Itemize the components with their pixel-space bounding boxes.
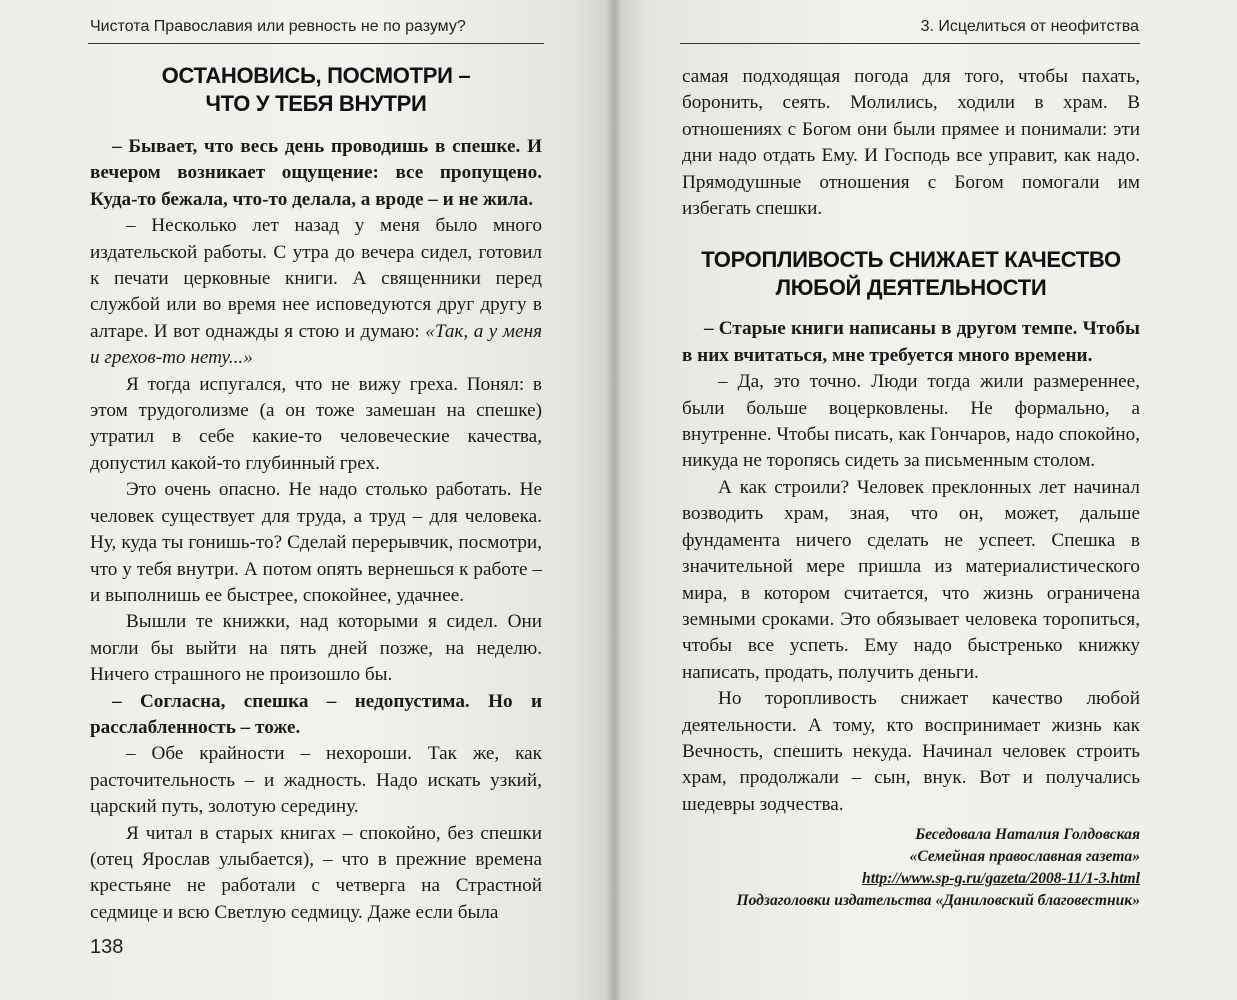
section-heading-right: [682, 246, 1140, 302]
credit-subtitles: Подзаголовки издательства «Даниловский благовестник»: [736, 892, 1140, 910]
section-heading-left: [90, 62, 542, 118]
inner-quote: «Так, а у меня и грехов-то нету...»: [90, 320, 543, 369]
heading-line: ТОРОПЛИВОСТЬ СНИЖАЕТ КАЧЕСТВО: [701, 247, 1121, 273]
running-head-right: 3. Исцелиться от неофитства: [920, 18, 1139, 35]
right-text-column: [682, 64, 1140, 912]
credit-interviewer: Беседовала Наталия Голдовская: [915, 826, 1140, 844]
heading-line: ЛЮБОЙ ДЕЯТЕЛЬНОСТИ: [775, 275, 1047, 301]
left-text-column: [90, 62, 542, 926]
body-paragraph: самая подходящая погода для того, чтобы пахать, боронить, сеять. Молились, ходили в храм. В отношениях с Богом они были прямее и понимали: эти дни надо отдать Ему. И Господь все управит, как надо. Прямодушные отношения с Богом помогали им избегать спешки.: [682, 66, 1140, 220]
left-page: [0, 0, 614, 1000]
article-credits: [682, 824, 1140, 912]
header-rule-right: [680, 43, 1140, 44]
heading-line: ОСТАНОВИСЬ, ПОСМОТРИ –: [161, 63, 471, 88]
book-gutter: [606, 0, 622, 1000]
answer-paragraph: [90, 213, 542, 371]
header-rule-left: [88, 43, 544, 44]
question-paragraph: – Старые книги написаны в другом темпе. Чтобы в них вчитаться, мне требуется много времени.: [682, 318, 1140, 366]
body-paragraph: Я читал в старых книгах – спокойно, без спешки (отец Ярослав улыбается), – что в прежние времена крестьяне не работали с четверга на Страстной седмице и всю Светлую седмицу. Даже если была: [90, 822, 542, 923]
source-link[interactable]: http://www.sp-g.ru/gazeta/2008-11/1-3.html: [862, 870, 1140, 888]
body-paragraph: Вышли те книжки, над которыми я сидел. Они могли бы выйти на пять дней позже, на неделю. Ничего страшного не произошло бы.: [90, 611, 542, 686]
answer-paragraph: – Да, это точно. Люди тогда жили размереннее, были больше воцерковлены. Не формально, а внутренне. Чтобы писать, как Гончаров, надо спокойно, никуда не торопясь сидеть за письменным столом.: [682, 371, 1140, 472]
answer-paragraph: – Обе крайности – нехороши. Так же, как расточительность – и жадность. Надо искать узкий, царский путь, золотую середину.: [90, 743, 542, 818]
body-paragraph: Это очень опасно. Не надо столько работать. Не человек существует для труда, а труд – для человека. Ну, куда ты гонишь-то? Сделай перерывчик, посмотри, что у тебя внутри. А потом опять вернешься к работе – и выполнишь ее быстрее, спокойнее, удачнее.: [90, 479, 542, 606]
question-paragraph: – Согласна, спешка – недопустима. Но и расслабленность – тоже.: [90, 690, 542, 738]
body-paragraph: А как строили? Человек преклонных лет начинал возводить храм, зная, что он, может, дальше фундамента ничего сделать не успеет. Спешка в значительной мере пришла из материалистического мира, в котором считается, что жизнь ограничена земными сроками. Это обязывает человека торопиться, чтобы все успеть. Ему надо быстренько книжку написать, продать, получить деньги.: [682, 476, 1140, 683]
credit-source: «Семейная православная газета»: [909, 848, 1140, 866]
running-head-left: Чистота Православия или ревность не по разуму?: [90, 18, 466, 35]
heading-line: ЧТО У ТЕБЯ ВНУТРИ: [205, 91, 427, 116]
question-paragraph: – Бывает, что весь день проводишь в спешке. И вечером возникает ощущение: все пропущено. Куда-то бежала, что-то делала, а вроде – и не жила.: [90, 136, 542, 210]
body-paragraph: Я тогда испугался, что не вижу греха. Понял: в этом трудоголизме (а он тоже замешан на спешке) утратил в себе какие-то человеческие качества, допустил какой-то глубинный грех.: [90, 373, 542, 474]
page-number: 138: [90, 936, 124, 958]
answer-text: – Несколько лет назад у меня было много издательской работы. С утра до вечера сидел, готовил к печати церковные книги. А священники перед службой или во время нее исповедуются друг другу в алтаре. И вот однажды я стою и думаю:: [90, 215, 542, 342]
body-paragraph: Но торопливость снижает качество любой деятельности. А тому, кто воспринимает жизнь как Вечность, спешить некуда. Начинал человек строить храм, продолжали – сын, внук. Вот и получались шедевры зодчества.: [682, 688, 1140, 815]
